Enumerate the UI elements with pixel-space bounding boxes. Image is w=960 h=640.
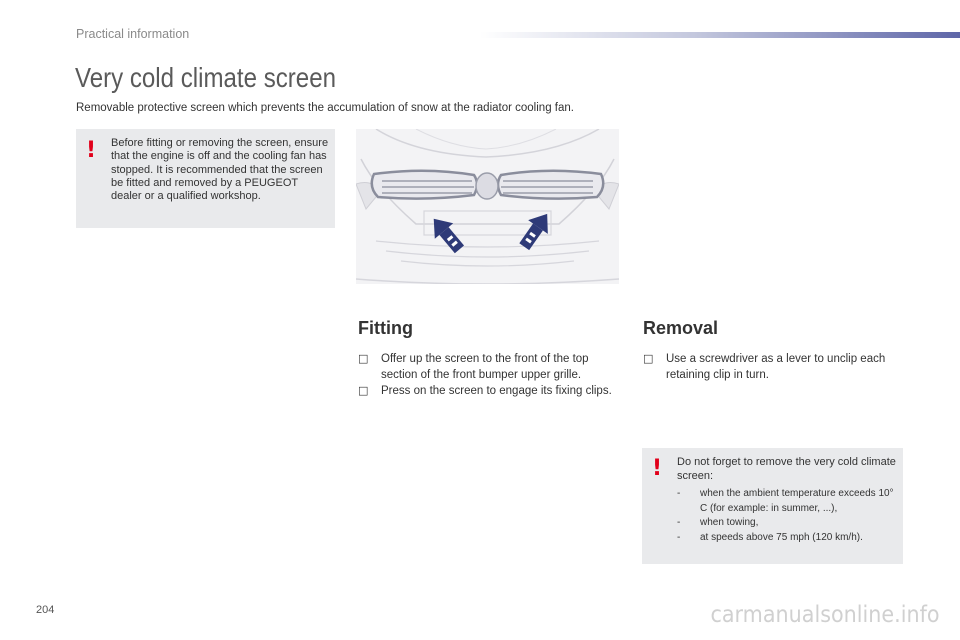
warning-box-top [76,129,335,228]
removal-steps [643,351,905,383]
page-title: Very cold climate screen [75,62,336,93]
removal-heading: Removal [643,318,719,338]
grille-illustration [356,129,619,284]
car-front-grille-figure [356,129,619,284]
warning-bottom-text: Do not forget to remove the very cold climate screen: - when the ambient temperature exceeds 10° C (for example: in summer, ...), - when towing, - at speeds above 75 mph (120 km/h). [677,455,899,545]
warning-top-text: Before fitting or removing the screen, ensure that the engine is off and the cooling fan has stopped. It is recommended that the screen be fitted and removed by a PEUGEOT dealer or a qualified workshop. [111,137,329,203]
fitting-heading: Fitting [358,318,413,338]
checkbox-bullet-icon: □ [358,352,369,365]
list-item: - at speeds above 75 mph (120 km/h). [677,531,863,543]
section-label: Practical information [76,27,190,41]
list-item: □ Offer up the screen to the front of the top section of the front bumper upper grille. [358,352,589,381]
header-gradient-bar [480,32,960,38]
warning-box-bottom [642,448,903,564]
list-item: - when towing, [677,517,759,528]
intro-text: Removable protective screen which prevents the accumulation of snow at the radiator cooling fan. [76,102,574,114]
exclamation-icon: ! [86,138,97,163]
exclamation-icon: ! [652,456,663,481]
fitting-steps [358,351,613,399]
checkbox-bullet-icon: □ [358,384,369,397]
watermark: carmanualsonline.info [710,602,940,628]
warning-conditions-list [677,487,899,545]
checkbox-bullet-icon: □ [643,352,654,365]
list-item: - when the ambient temperature exceeds 10° C (for example: in summer, ...), [677,488,894,514]
list-item: □ Use a screwdriver as a lever to unclip each retaining clip in turn. [643,352,886,381]
page-number: 204 [36,604,55,616]
list-item: □ Press on the screen to engage its fixing clips. [358,384,612,397]
